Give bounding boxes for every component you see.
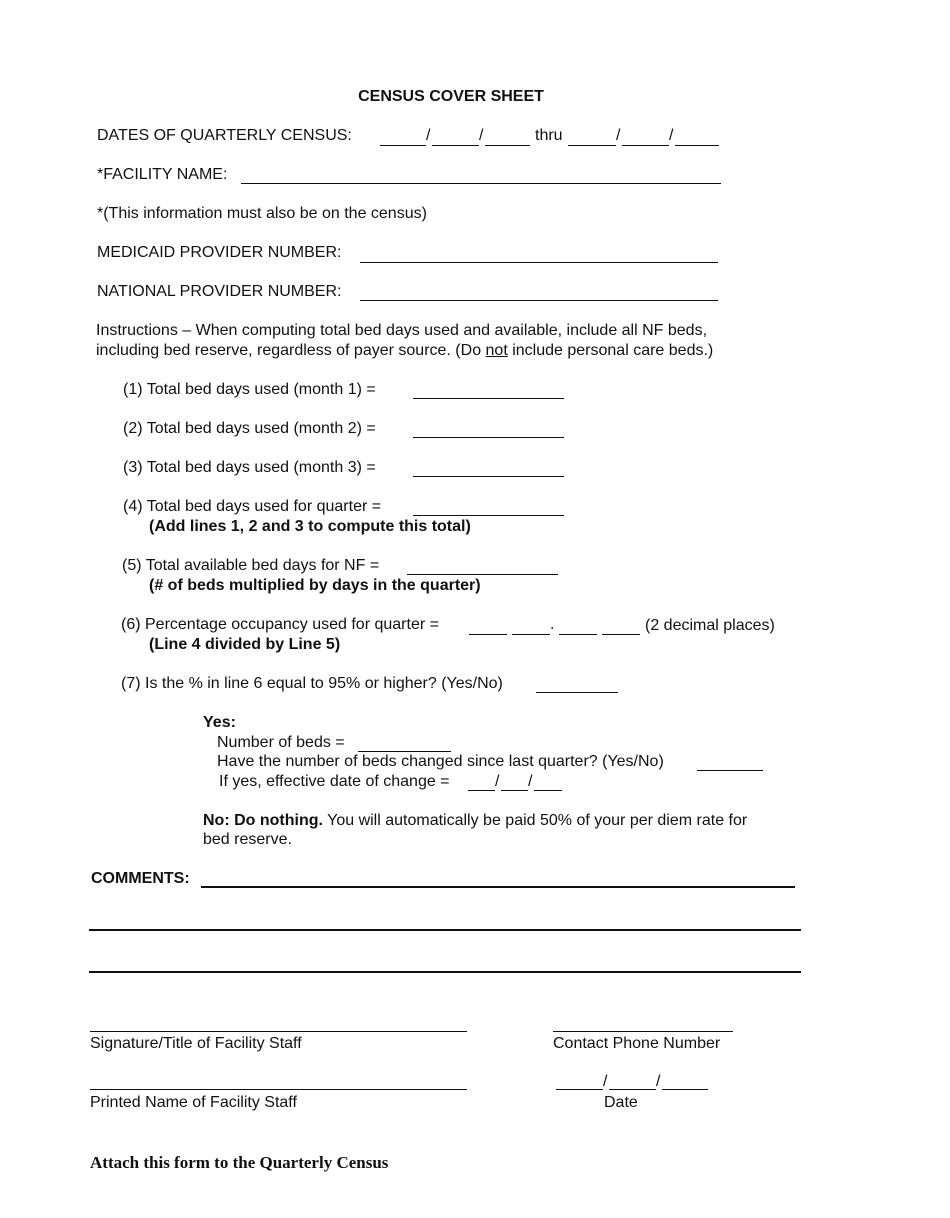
- dates-label: DATES OF QUARTERLY CENSUS:: [97, 127, 352, 144]
- date-year-field[interactable]: [662, 1089, 708, 1090]
- item-6-note: (Line 4 divided by Line 5): [149, 636, 341, 653]
- instructions-line-2: including bed reserve, regardless of payer source. (Do not include personal care beds.): [96, 342, 714, 359]
- national-provider-label: NATIONAL PROVIDER NUMBER:: [97, 283, 342, 300]
- item-4-label: (4) Total bed days used for quarter =: [123, 498, 382, 515]
- item-5-label: (5) Total available bed days for NF =: [122, 557, 380, 574]
- effective-month-field[interactable]: [468, 790, 495, 791]
- census-note: *(This information must also be on the census): [97, 205, 427, 222]
- date-slash: /: [426, 127, 431, 144]
- footer-note: Attach this form to the Quarterly Census: [90, 1153, 389, 1172]
- percent-digit-1-field[interactable]: [469, 634, 507, 635]
- beds-changed-label: Have the number of beds changed since last quarter? (Yes/No): [217, 753, 664, 770]
- item-7-label: (7) Is the % in line 6 equal to 95% or higher? (Yes/No): [121, 675, 503, 692]
- date-slash: /: [656, 1073, 661, 1090]
- start-month-field[interactable]: [380, 145, 426, 146]
- date-label: Date: [604, 1094, 638, 1111]
- no-line-1: No: Do nothing. You will automatically be paid 50% of your per diem rate for: [203, 812, 748, 829]
- item-5-field[interactable]: [407, 574, 558, 575]
- instructions-line-1: Instructions – When computing total bed days used and available, include all NF beds,: [96, 322, 708, 339]
- percent-decimal-2-field[interactable]: [602, 634, 640, 635]
- yes-heading: Yes:: [203, 714, 236, 731]
- date-month-field[interactable]: [556, 1089, 603, 1090]
- printed-name-label: Printed Name of Facility Staff: [90, 1094, 297, 1111]
- percent-digit-2-field[interactable]: [512, 634, 550, 635]
- printed-name-field[interactable]: [90, 1089, 467, 1090]
- thru-label: thru: [535, 127, 563, 144]
- no-line-2: bed reserve.: [203, 831, 292, 848]
- date-day-field[interactable]: [609, 1089, 656, 1090]
- date-slash: /: [603, 1073, 608, 1090]
- comments-field-line-2[interactable]: [89, 929, 801, 931]
- item-5-note: (# of beds multiplied by days in the quarter): [149, 577, 481, 594]
- date-slash: /: [479, 127, 484, 144]
- decimal-point: .: [550, 616, 555, 633]
- item-6-label: (6) Percentage occupancy used for quarter =: [121, 616, 439, 633]
- start-day-field[interactable]: [432, 145, 479, 146]
- beds-changed-field[interactable]: [697, 770, 763, 771]
- date-slash: /: [616, 127, 621, 144]
- item-3-field[interactable]: [413, 476, 564, 477]
- end-year-field[interactable]: [675, 145, 719, 146]
- item-1-field[interactable]: [413, 398, 564, 399]
- comments-label: COMMENTS:: [91, 870, 190, 887]
- item-2-label: (2) Total bed days used (month 2) =: [123, 420, 376, 437]
- item-1-label: (1) Total bed days used (month 1) =: [123, 381, 376, 398]
- national-provider-field[interactable]: [360, 300, 718, 301]
- date-slash: /: [528, 773, 533, 790]
- phone-field[interactable]: [553, 1031, 733, 1032]
- page-title: CENSUS COVER SHEET: [358, 88, 544, 105]
- date-slash: /: [669, 127, 674, 144]
- medicaid-provider-label: MEDICAID PROVIDER NUMBER:: [97, 244, 342, 261]
- effective-date-label: If yes, effective date of change =: [219, 773, 450, 790]
- item-4-note: (Add lines 1, 2 and 3 to compute this total): [149, 518, 471, 535]
- no-heading: No: Do nothing.: [203, 812, 323, 829]
- comments-field-line-3[interactable]: [89, 971, 801, 973]
- effective-year-field[interactable]: [534, 790, 562, 791]
- start-year-field[interactable]: [485, 145, 530, 146]
- signature-field[interactable]: [90, 1031, 467, 1032]
- facility-name-label: *FACILITY NAME:: [97, 166, 228, 183]
- medicaid-provider-field[interactable]: [360, 262, 718, 263]
- date-slash: /: [495, 773, 500, 790]
- end-day-field[interactable]: [622, 145, 669, 146]
- effective-day-field[interactable]: [501, 790, 528, 791]
- decimal-places-note: (2 decimal places): [645, 617, 775, 634]
- item-7-field[interactable]: [536, 692, 618, 693]
- facility-name-field[interactable]: [241, 183, 721, 184]
- percent-decimal-1-field[interactable]: [559, 634, 597, 635]
- item-4-field[interactable]: [413, 515, 564, 516]
- end-month-field[interactable]: [568, 145, 616, 146]
- comments-field-line-1[interactable]: [201, 886, 795, 888]
- phone-label: Contact Phone Number: [553, 1035, 721, 1052]
- number-of-beds-label: Number of beds =: [217, 734, 345, 751]
- item-2-field[interactable]: [413, 437, 564, 438]
- item-3-label: (3) Total bed days used (month 3) =: [123, 459, 376, 476]
- signature-label: Signature/Title of Facility Staff: [90, 1035, 302, 1052]
